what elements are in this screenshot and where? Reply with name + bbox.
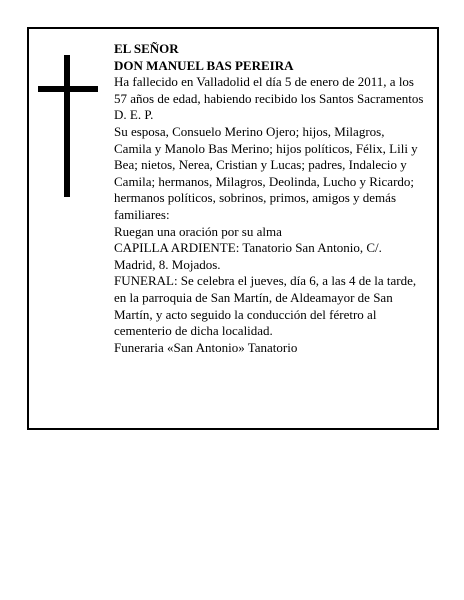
- dep-line: D. E. P.: [114, 107, 154, 123]
- title-line-2: DON MANUEL BAS PEREIRA: [114, 57, 294, 73]
- title-line-1: EL SEÑOR: [114, 41, 179, 56]
- prayer-request: Ruegan una oración por su alma: [114, 223, 282, 239]
- funeral-home: Funeraria «San Antonio» Tanatorio: [114, 339, 298, 355]
- cross-icon-horizontal-bar: [38, 86, 98, 92]
- cross-icon-vertical-bar: [64, 55, 70, 197]
- family-list: Su esposa, Consuelo Merino Ojero; hijos, Milagros, Camila y Manolo Bas Merino; hijos políticos, Félix, Lili y Bea; nietos, Nerea, Cristian y Lucas; padres, Indalecio y Camila; hermanos, Milagros, Deolinda, Lucho y Ricardo; hermanos políticos, sobrinos, primos, amigos y demás familiares:: [114, 123, 418, 222]
- death-announcement: Ha fallecido en Valladolid el día 5 de enero de 2011, a los 57 años de edad, habiendo recibido los Santos Sacramentos: [114, 74, 424, 106]
- obituary-text: [114, 41, 424, 356]
- funeral-info: FUNERAL: Se celebra el jueves, día 6, a las 4 de la tarde, en la parroquia de San Martín, de Aldeamayor de San Martín, y acto seguido la conducción del féretro al cementerio de dicha localidad.: [114, 273, 417, 339]
- chapel-info: CAPILLA ARDIENTE: Tanatorio San Antonio, C/. Madrid, 8. Mojados.: [114, 240, 382, 272]
